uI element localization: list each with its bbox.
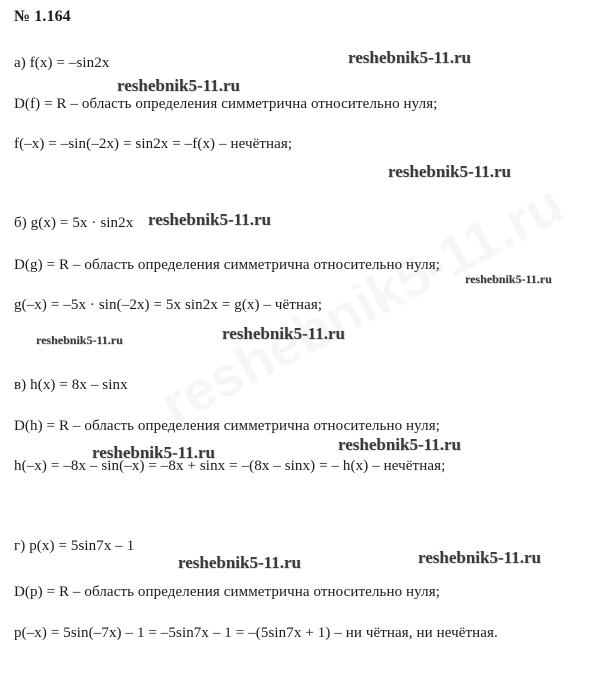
part-a-parity: f(–x) = –sin(–2x) = sin2x = –f(x) – нечётная; [14, 136, 293, 152]
part-c-domain: D(h) = R – область определения симметрична относительно нуля; [14, 418, 440, 434]
watermark-4: reshebnik5-11.ru [148, 210, 271, 229]
part-b-domain: D(g) = R – область определения симметрична относительно нуля; [14, 257, 440, 273]
watermark-9: reshebnik5-11.ru [338, 435, 461, 454]
part-d-heading: г) p(x) = 5sin7x – 1 [14, 538, 135, 554]
watermark-1: reshebnik5-11.ru [348, 48, 471, 67]
part-d-domain: D(p) = R – область определения симметрична относительно нуля; [14, 584, 440, 600]
part-a-heading: а) f(x) = –sin2x [14, 55, 110, 71]
part-c-heading: в) h(x) = 8x – sinx [14, 377, 128, 393]
part-d-parity: p(–x) = 5sin(–7x) – 1 = –5sin7x – 1 = –(5sin7x + 1) – ни чётная, ни нечётная. [14, 625, 498, 641]
part-b-parity: g(–x) = –5x · sin(–2x) = 5x sin2x = g(x) – чётная; [14, 297, 323, 313]
part-a-domain: D(f) = R – область определения симметрична относительно нуля; [14, 96, 438, 112]
part-c-parity: h(–x) = –8x – sin(–x) = –8x + sinx = –(8x – sinx) = – h(x) – нечётная; [14, 458, 446, 474]
problem-number: № 1.164 [14, 8, 71, 25]
watermark-8: reshebnik5-11.ru [92, 443, 215, 462]
watermark-5: reshebnik5-11.ru [465, 272, 552, 286]
watermark-10: reshebnik5-11.ru [178, 553, 301, 572]
watermark-3: reshebnik5-11.ru [388, 162, 511, 181]
watermark-11: reshebnik5-11.ru [418, 548, 541, 567]
watermark-2: reshebnik5-11.ru [117, 76, 240, 95]
watermark-7: reshebnik5-11.ru [222, 324, 345, 343]
watermark-6: reshebnik5-11.ru [36, 333, 123, 347]
part-b-heading: б) g(x) = 5x · sin2x [14, 215, 134, 231]
